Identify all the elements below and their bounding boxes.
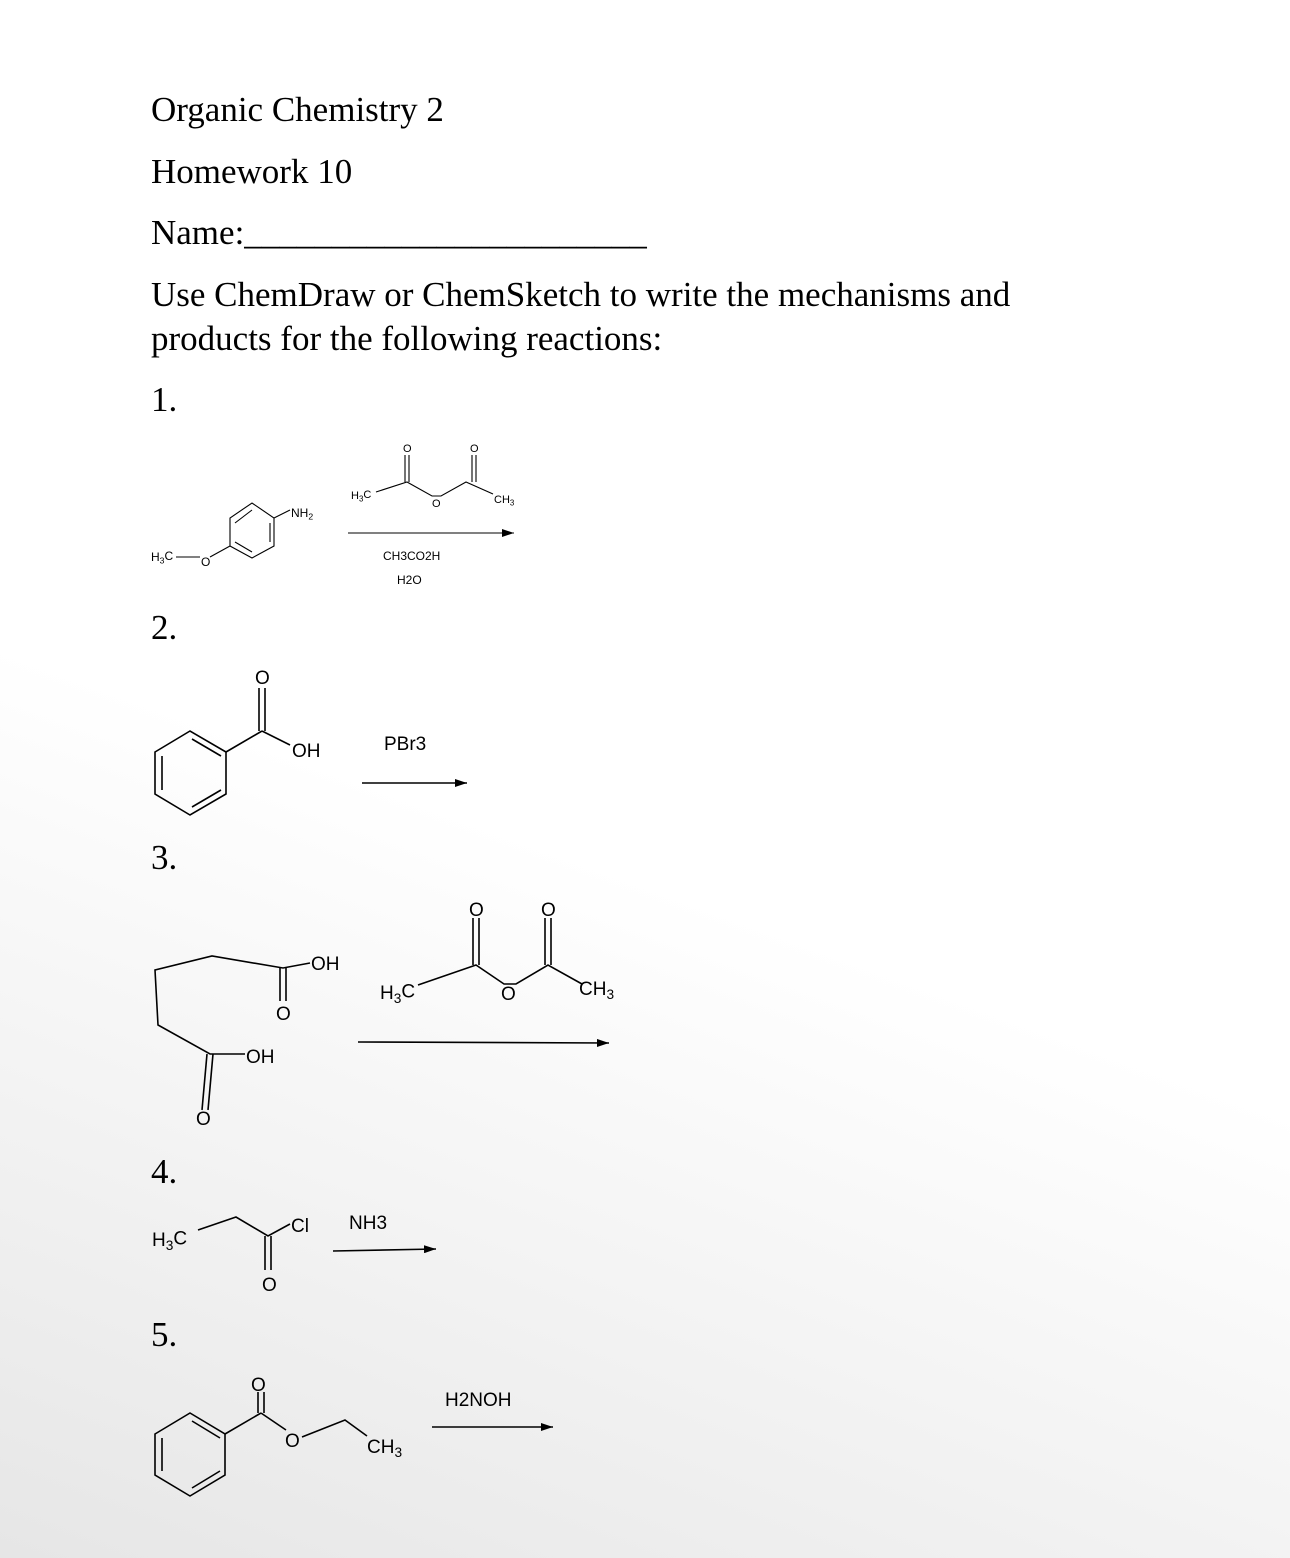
p2-reagent: PBr3 — [384, 734, 427, 755]
p5-methyl-label: $CH_3$ — [367, 1437, 403, 1461]
p3-reagent-methyl-label: $H_3C$ — [380, 981, 416, 1007]
problem-2-number: 2. — [151, 608, 178, 647]
p1-condition-water: H2O — [397, 573, 422, 587]
problem-4-reactant — [152, 1216, 309, 1296]
p1-amine-label: $NH_2$ — [291, 506, 314, 522]
p3-bottom-carbonyl-o-label: O — [196, 1109, 211, 1130]
p3-top-carbonyl-o-label: O — [276, 1004, 291, 1025]
p3-reagent-bridge-o-label: O — [501, 984, 516, 1005]
p1-reagent-methyl2-label: $CH_3$ — [494, 494, 515, 508]
p1-methyl-label: $H_3C$ — [151, 548, 174, 566]
p3-reagent-o1-label: O — [469, 900, 484, 921]
p4-methyl-label: $H_3C$ — [152, 1228, 188, 1254]
p5-reagent: H2NOH — [445, 1390, 512, 1411]
problem-1-number: 1. — [151, 380, 178, 419]
problem-3-anhydride — [380, 900, 614, 1006]
p1-reagent-bridge-o-label: O — [432, 498, 441, 510]
homework-title: Homework 10 — [151, 152, 353, 191]
p1-reagent-o1-label: O — [403, 443, 412, 455]
p4-chloro-label: Cl — [291, 1216, 309, 1237]
course-title: Organic Chemistry 2 — [151, 90, 444, 129]
p3-bottom-hydroxyl-label: OH — [246, 1047, 275, 1068]
p3-top-hydroxyl-label: OH — [311, 954, 340, 975]
problem-4-number: 4. — [151, 1152, 178, 1191]
p4-carbonyl-o-label: O — [262, 1275, 277, 1296]
problem-5-reactant — [155, 1375, 402, 1496]
problem-2-reactant — [155, 668, 321, 815]
problem-3-number: 3. — [151, 838, 178, 877]
p3-reagent-o2-label: O — [541, 900, 556, 921]
p1-condition-acid: CH3CO2H — [383, 549, 441, 563]
name-field-label: Name:_______________________ — [151, 213, 647, 252]
p2-carbonyl-o-label: O — [255, 668, 270, 689]
p5-ester-o-label: O — [285, 1431, 300, 1452]
problem-1-anhydride — [351, 443, 515, 510]
p1-reagent-methyl-label: $H_3C$ — [351, 489, 372, 504]
p4-reagent: NH3 — [349, 1213, 388, 1234]
problem-3-reactant — [155, 954, 340, 1130]
p2-hydroxyl-label: OH — [292, 741, 321, 762]
p4-reaction-arrow — [333, 1249, 436, 1251]
problem-1-reactant — [151, 503, 313, 569]
instructions-line-2: products for the following reactions: — [151, 319, 663, 358]
instructions-line-1: Use ChemDraw or ChemSketch to write the mechanisms and — [151, 275, 1011, 314]
p1-reagent-o2-label: O — [470, 443, 479, 455]
problem-5-number: 5. — [151, 1315, 178, 1354]
p3-reaction-arrow — [358, 1042, 609, 1043]
p3-reagent-methyl2-label: $CH_3$ — [579, 979, 615, 1003]
p1-ether-o-label: O — [201, 555, 211, 569]
p5-carbonyl-o-label: O — [251, 1375, 266, 1396]
